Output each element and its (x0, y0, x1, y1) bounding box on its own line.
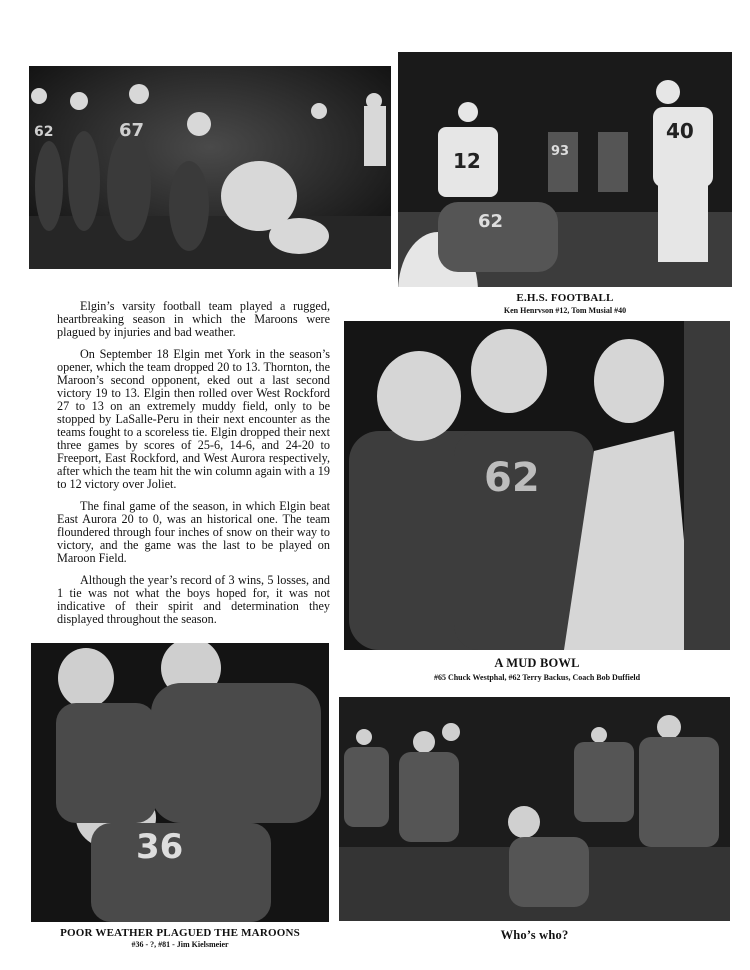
jersey-number: 62 (34, 124, 54, 140)
article-paragraph: Elgin’s varsity football team played a rugged, heartbreaking season in which the Maroons were plagued by injuries and bad weather. (57, 299, 330, 339)
caption-whos-who: Who’s who? (500, 928, 569, 942)
caption-mud-bowl-title: A MUD BOWL (494, 656, 580, 670)
photo-top-right (398, 52, 732, 287)
jersey-number: 67 (119, 120, 145, 141)
photo-bottom-right (339, 697, 730, 921)
caption-mud-bowl-names: #65 Chuck Westphal, #62 Terry Backus, Coach Bob Duffield (433, 673, 641, 682)
jersey-number: 40 (666, 119, 694, 143)
article-body (57, 300, 330, 635)
photo-top-left (29, 66, 391, 269)
article-paragraph: The final game of the season, in which Elgin beat East Aurora 20 to 0, was an historical one. The team floundered through four inches of snow on their way to victory, and the game was the last to be played on Maroon Field. (57, 499, 330, 565)
jersey-number: 36 (136, 827, 184, 867)
caption-poor-weather-title: POOR WEATHER PLAGUED THE MAROONS (60, 927, 300, 939)
jersey-number: 62 (484, 455, 540, 501)
jersey-number: 62 (478, 211, 504, 232)
jersey-number: 93 (551, 144, 570, 159)
article-paragraph: On September 18 Elgin met York in the season’s opener, which the team dropped 20 to 13. Thornton, the Maroon’s second opponent, eked out a last second victory 19 to 13. Elgin then rolled over West Rockford 27 to 13 on an extremely muddy field, only to be stopped by LaSalle-Peru in their next encounter as the teams fought to a scoreless tie. Elgin dropped their next three games by scores of 25-6, 14-6, and 24-20 to Freeport, East Rockford, and West Aurora respectively, after which the team hit the win column again with a 19 to 12 victory over Joliet. (57, 347, 330, 491)
jersey-number: 12 (453, 149, 481, 173)
caption-poor-weather-names: #36 - ?, #81 - Jim Kielsmeier (131, 940, 229, 949)
caption-ehs-football-names: Ken Henrvson #12, Tom Musial #40 (503, 306, 627, 315)
caption-ehs-football-title: E.H.S. FOOTBALL (516, 292, 614, 304)
photo-bottom-left (31, 643, 329, 922)
article-paragraph: Although the year’s record of 3 wins, 5 losses, and 1 tie was not what the boys hoped for, it was not indicative of their spirit and determination they displayed throughout the season. (57, 573, 330, 626)
photo-mud-bowl (344, 321, 730, 650)
